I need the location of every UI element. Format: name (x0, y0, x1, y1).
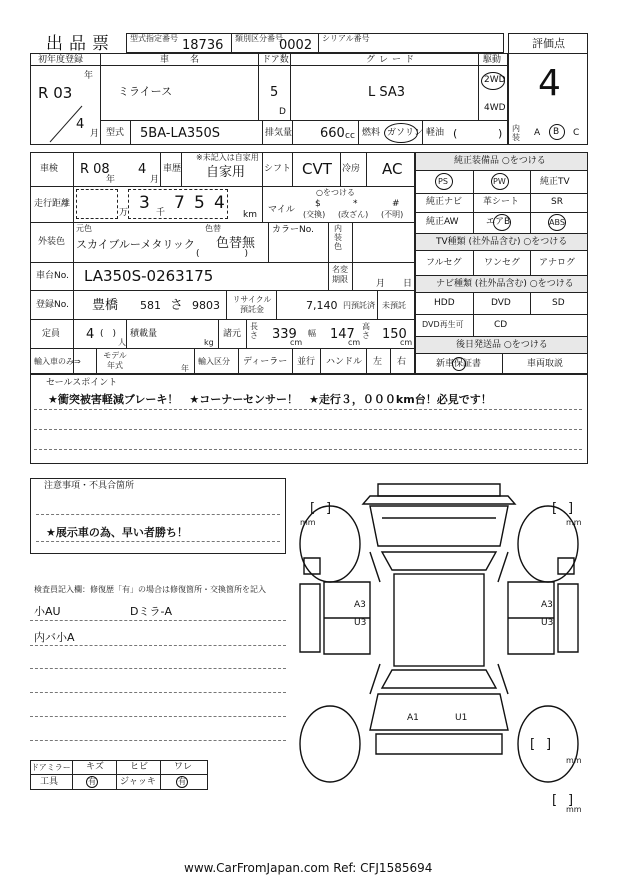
mark-dollar: $ (315, 199, 321, 209)
first-reg-label: 初年度登録 (38, 55, 84, 65)
reg-class: 581 (140, 299, 161, 312)
legend-tools-have: 有 (88, 777, 96, 786)
mark-hash: # (392, 199, 400, 209)
doors-label: ドア数 (262, 55, 289, 65)
mileage-digit-4: 3 (139, 193, 150, 213)
diagram-rear-u1: U1 (455, 713, 468, 723)
displacement-value: 660 (320, 126, 345, 141)
cooler-label: 冷房 (342, 164, 361, 174)
svg-text:[: [ (552, 501, 558, 516)
reg-label: 登録No. (36, 300, 69, 310)
doors-sub: D (279, 107, 286, 117)
height-value: 150 (382, 327, 407, 342)
ruibetsu-value: 0002 (279, 38, 313, 53)
first-reg-era: R 03 (38, 84, 73, 102)
handle-label: ハンドル (326, 357, 363, 367)
grade-label: グレード (366, 55, 419, 65)
svg-text:]: ] (326, 501, 332, 516)
navi-cd: CD (494, 320, 508, 330)
shareki-value: 自家用 (206, 165, 246, 180)
color-orig: スカイブルーメタリック (76, 238, 195, 251)
recycle-label: リサイクル預託金 (232, 295, 272, 314)
load-label: 積載量 (130, 329, 158, 339)
notes-label: 注意事項・不具合箇所 (44, 481, 135, 491)
fuel-gasoline: ガソリン (387, 128, 424, 138)
chassis-label: 車台No. (36, 271, 69, 281)
navi-dvdplay: DVD再生可 (422, 320, 464, 329)
handle-right: 右 (397, 357, 407, 367)
color-no-label: カラーNo. (272, 225, 314, 235)
legend-scratch: キズ (86, 762, 104, 772)
serial-label: シリアル番号 (322, 34, 370, 43)
shaken-year-unit: 年 (106, 175, 116, 185)
reg-num: 9803 (192, 299, 220, 312)
displacement-unit: cc (345, 131, 355, 141)
capacity-label: 定員 (42, 329, 61, 339)
diagram-left-a3: A3 (354, 600, 366, 610)
legend-crack: ヒビ (130, 762, 149, 772)
mm-front-left: mm (300, 518, 316, 527)
diesel-label: 軽油 (426, 128, 445, 138)
interior-label: 内装 (512, 124, 520, 142)
model-value: 5BA-LA350S (140, 126, 220, 141)
diesel-paren-open: ( (453, 127, 458, 140)
tv-fullseg: フルセグ (426, 258, 462, 268)
svg-text:[: [ (310, 501, 316, 516)
mileage-label: 走行距離 (34, 199, 71, 209)
diagram-right-u3: U3 (541, 618, 554, 628)
navi-sd: SD (552, 298, 565, 308)
doors-value: 5 (270, 85, 279, 100)
mm-rear-spare: mm (566, 805, 582, 814)
opt-ps: PS (438, 177, 448, 186)
legend-door-mirror: ドアミラー (31, 763, 71, 772)
km-unit: km (243, 210, 257, 220)
model-year-label: モデル年式 (103, 351, 127, 370)
kata-label: 型式指定番号 (130, 34, 178, 43)
shareki-note: ※未記入は自家用 (196, 153, 259, 162)
mileage-digit-7: 4 (214, 193, 225, 213)
height-unit: cm (400, 338, 413, 347)
shaken-label: 車検 (40, 164, 59, 174)
svg-text:[: [ (552, 793, 558, 808)
first-reg-year-unit: 年 (84, 71, 94, 81)
later-warranty: 新車保証書 (436, 359, 482, 369)
opt-pw: PW (493, 177, 506, 186)
cooler-value: AC (382, 160, 403, 178)
width-label: 幅 (308, 329, 316, 338)
color-paren: ( ) (196, 249, 249, 259)
shaken-month-unit: 月 (150, 175, 160, 185)
dealer-option: ディーラー (243, 357, 288, 367)
recycle-status: 円預託済 (343, 301, 375, 310)
tv-analog: アナログ (539, 258, 576, 268)
mark-dollar-sub: (交換) (303, 210, 326, 219)
dims-label: 諸元 (223, 329, 242, 339)
inspector-line1a: 小AU (34, 605, 61, 618)
height-label: 高さ (362, 322, 370, 340)
mark-hash-sub: (不明) (381, 210, 404, 219)
drive-2wd: 2WD (484, 75, 506, 85)
mileage-digit-5: 7 (174, 193, 185, 213)
diagram-rear-a1: A1 (407, 713, 419, 723)
diesel-paren-close: ) (498, 127, 503, 140)
reg-kana: さ (170, 298, 184, 313)
inspector-line1b: Dミラ-A (130, 605, 172, 618)
svg-text:]: ] (546, 737, 552, 752)
inspector-label: 検査員記入欄：修復歴「有」の場合は修復箇所・交換箇所を記入 (34, 585, 266, 594)
car-name: ミライース (118, 85, 173, 98)
grade-value: L SA3 (368, 85, 406, 100)
first-reg-month-unit: 月 (90, 129, 100, 139)
displacement-label: 排気量 (265, 128, 293, 138)
color-type: 色替無 (216, 236, 256, 251)
shaken-month: 4 (138, 162, 147, 177)
navi-hdd: HDD (434, 298, 455, 308)
shift-label: シフト (264, 164, 292, 174)
import-label: 輸入車のみ⇒ (34, 357, 81, 366)
car-damage-diagram (290, 474, 590, 814)
legend-break: ワレ (174, 762, 193, 772)
svg-text:]: ] (568, 793, 574, 808)
later-manual: 車両取説 (527, 359, 564, 369)
form-title: 出品票 (46, 34, 115, 54)
shareki-label: 車歴 (163, 164, 182, 174)
recycle-value: 7,140 (306, 299, 338, 312)
svg-text:[: [ (530, 737, 536, 752)
shift-value: CVT (302, 160, 332, 178)
model-label: 型式 (106, 128, 125, 138)
capacity-unit: 人 (118, 338, 126, 347)
navi-title: ナビ種類 (社外品含む) ○をつける (436, 279, 574, 289)
opt-sr: SR (551, 197, 563, 207)
opt-navi: 純正ナビ (426, 197, 463, 207)
diagram-right-a3: A3 (541, 600, 553, 610)
interior-color-label: 内装色 (334, 224, 342, 251)
mark-star: * (353, 199, 358, 209)
color-type-label: 色替 (205, 224, 221, 233)
svg-text:]: ] (568, 501, 574, 516)
tv-oneseg: ワンセグ (484, 258, 521, 268)
inspector-line2: 内バ小A (34, 631, 75, 644)
opt-aw: 純正AW (426, 217, 459, 227)
legend-jack: ジャッキ (120, 777, 156, 787)
kata-value: 18736 (182, 38, 224, 53)
width-unit: cm (348, 338, 361, 347)
interior-b: B (553, 127, 560, 137)
mark-star-sub: (改ざん) (338, 210, 369, 219)
interior-a: A (534, 128, 541, 138)
width-value: 147 (330, 327, 355, 342)
fuel-label: 燃料 (362, 128, 381, 138)
reg-area: 豊橋 (92, 298, 119, 313)
length-value: 339 (272, 327, 297, 342)
opt-abs: ABS (549, 218, 565, 227)
navi-dvd: DVD (491, 298, 511, 308)
load-unit: kg (204, 338, 214, 347)
hyoka-value: 4 (538, 63, 561, 104)
meihen-month-unit: 月 (376, 279, 386, 289)
car-name-label: 車 名 (160, 55, 206, 65)
notes-text: ★展示車の為、早い者勝ち！ (46, 526, 188, 539)
legend-jack-have: 有 (178, 777, 186, 786)
opt-tv: 純正TV (540, 177, 570, 187)
interior-c: C (573, 128, 580, 138)
mm-front-right: mm (566, 518, 582, 527)
hyoka-label: 評価点 (532, 37, 565, 50)
mark-note: ○をつける (316, 188, 355, 197)
length-label: 長さ (250, 322, 258, 340)
handle-left: 左 (373, 357, 383, 367)
capacity-value: 4 (86, 327, 95, 342)
mm-rear-right: mm (566, 756, 582, 765)
mile-label: マイル (268, 205, 295, 215)
sales-label: セールスポイント (46, 378, 118, 388)
tv-title: TV種類 (社外品含む) ○をつける (436, 237, 568, 247)
sen-unit: 千 (156, 208, 166, 218)
length-unit: cm (290, 338, 303, 347)
genuine-title: 純正装備品 ○をつける (454, 156, 546, 166)
later-title: 後日発送品 ○をつける (456, 340, 548, 350)
parallel-option: 並行 (297, 357, 316, 367)
legend-tools: 工具 (40, 777, 59, 787)
mileage-digit-6: 5 (194, 193, 205, 213)
color-label: 外装色 (38, 237, 66, 247)
diagram-left-u3: U3 (354, 618, 367, 628)
drive-4wd: 4WD (484, 103, 506, 113)
drive-label: 駆動 (483, 55, 502, 65)
color-orig-label: 元色 (76, 224, 92, 233)
first-reg-month: 4 (76, 117, 85, 132)
opt-leather: 革シート (483, 197, 520, 207)
import-type-label: 輸入区分 (198, 357, 230, 366)
meihen-day-unit: 日 (403, 279, 413, 289)
chassis-value: LA350S-0263175 (84, 267, 214, 285)
opt-airbag: エアB (486, 217, 511, 227)
recycle-not: 未預託 (382, 301, 406, 310)
meihen-label: 名変期限 (332, 265, 348, 284)
model-year-unit: 年 (181, 364, 189, 373)
capacity-paren: ( ) (100, 329, 117, 339)
man-unit: 万 (119, 208, 129, 218)
footer-ref: www.CarFromJapan.com Ref: CFJ1585694 (184, 861, 433, 875)
ruibetsu-label: 類別区分番号 (235, 34, 283, 43)
sales-text: ★衝突被害軽減ブレーキ！ ★コーナーセンサー！ ★走行３，０００km台！必見です！ (48, 393, 492, 406)
shaken-era: R 08 (80, 162, 110, 177)
